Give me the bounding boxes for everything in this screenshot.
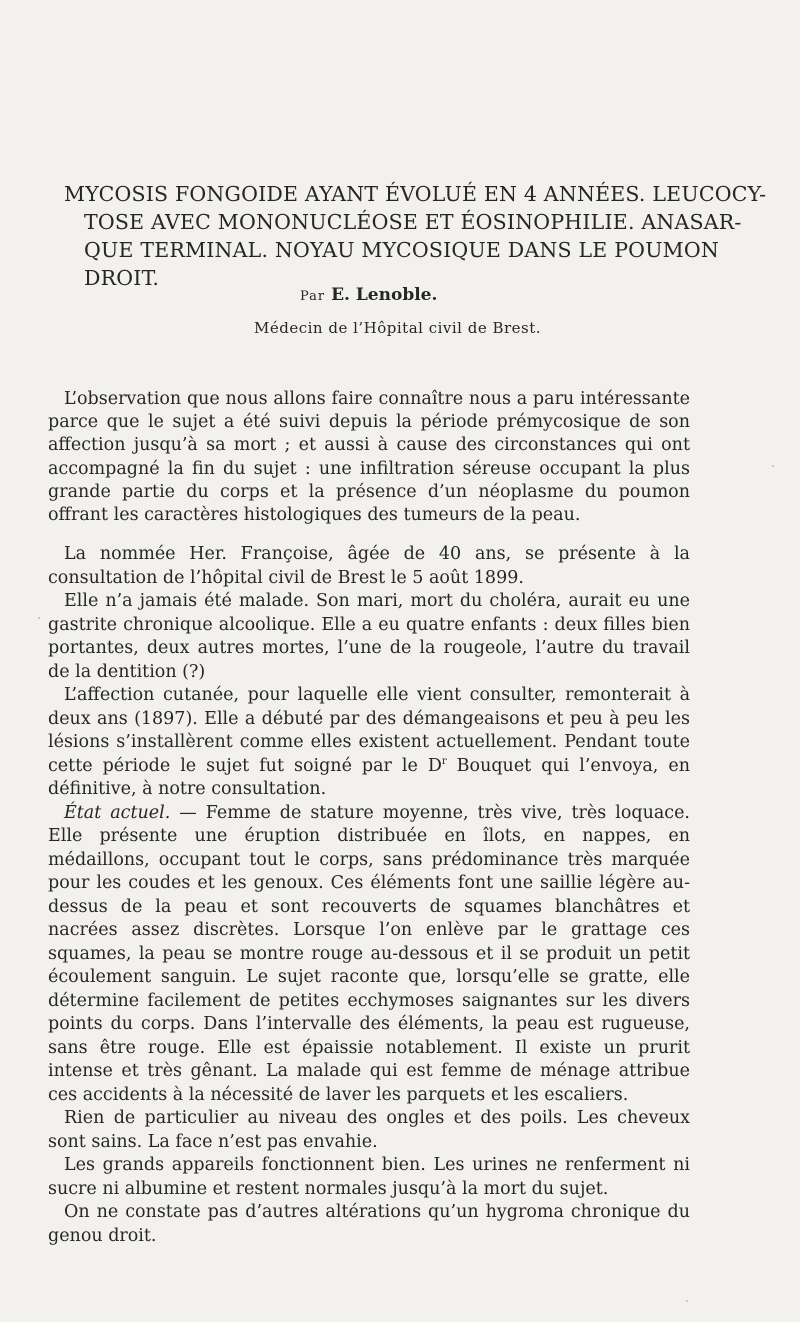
title-line: DROIT.	[84, 266, 160, 290]
paragraph: Rien de particulier au niveau des ongles et des poils. Les cheveux sont sains. La face n’est pas envahie.	[48, 1108, 690, 1152]
title-line: MYCOSIS FONGOIDE AYANT ÉVOLUÉ EN 4 ANNÉES. LEUCOCY-	[64, 182, 767, 206]
paragraph: Les grands appareils fonctionnent bien. Les urines ne renferment ni sucre ni albumine et restent normales jusqu’à la mort du sujet.	[48, 1155, 690, 1199]
byline-prefix: Par	[300, 289, 326, 304]
paragraph-text: L’affection cutanée, pour laquelle elle vient consulter, remonterait à deux ans (1897). Elle a débuté par des démangeaisons et peu à peu les lésions s’installèrent comme elles existent actuellement. Pendant toute cette période le sujet fut soigné par le D	[48, 685, 690, 776]
author-affiliation: Médecin de l’Hôpital civil de Brest.	[254, 319, 542, 337]
paragraph: La nommée Her. Françoise, âgée de 40 ans, se présente à la consultation de l’hôpital civil de Brest le 5 août 1899.	[48, 544, 690, 588]
article-body	[48, 388, 690, 1248]
paper-speck	[38, 617, 40, 619]
paragraph-intro: L’observation que nous allons faire connaître nous a paru intéressante parce que le sujet a été suivi depuis la période prémycosique de son affection jusqu’à sa mort ; et aussi à cause des circonstances qui ont accompagné la fin du sujet : une infiltration séreuse occupant la plus grande partie du corps et la présence d’un néoplasme du poumon offrant les caractères histologiques des tumeurs de la peau.	[48, 389, 690, 526]
article-title	[64, 180, 767, 292]
paragraph-text: Bouquet qui l’envoya, en définitive, à notre consultation.	[48, 755, 690, 800]
title-line: QUE TERMINAL. NOYAU MYCOSIQUE DANS LE POUMON	[84, 238, 720, 262]
paper-speck	[772, 465, 774, 467]
title-line: TOSE AVEC MONONUCLÉOSE ET ÉOSINOPHILIE. ANASAR-	[84, 210, 742, 234]
paragraph: On ne constate pas d’autres altérations qu’un hygroma chronique du genou droit.	[48, 1202, 690, 1246]
author-byline	[300, 285, 437, 305]
paragraph-text: — Femme de stature moyenne, très vive, très loquace. Elle présente une éruption distribuée en îlots, en nappes, en médaillons, occupant tout le corps, sans prédominance très marquée pour les coudes et les genoux. Ces éléments font une saillie légère au-dessus de la peau et sont recouverts de squames blanchâtres et nacrées assez discrètes. Lorsque l’on enlève par le grattage ces squames, la peau se montre rouge au-dessous et il se produit un petit écoulement sanguin. Le sujet raconte que, lorsqu’elle se gratte, elle détermine facilement de petites ecchymoses saignantes sur les divers points du corps. Dans l’intervalle des éléments, la peau est rugueuse, sans être rouge. Elle est épaissie notablement. Il existe un prurit intense et très gênant. La malade qui est femme de ménage attribue ces accidents à la nécessité de laver les parquets et les escaliers.	[48, 802, 690, 1105]
paper-speck	[686, 1300, 688, 1302]
superscript: r	[441, 755, 447, 767]
paragraph	[48, 684, 690, 802]
author-name: E. Lenoble.	[331, 285, 438, 305]
paragraph: Elle n’a jamais été malade. Son mari, mort du choléra, aurait eu une gastrite chronique alcoolique. Elle a eu quatre enfants : deux filles bien portantes, deux autres mortes, l’une de la rougeole, l’autre du travail de la dentition (?)	[48, 591, 690, 682]
section-label: État actuel.	[64, 802, 171, 823]
paragraph	[48, 802, 690, 1108]
